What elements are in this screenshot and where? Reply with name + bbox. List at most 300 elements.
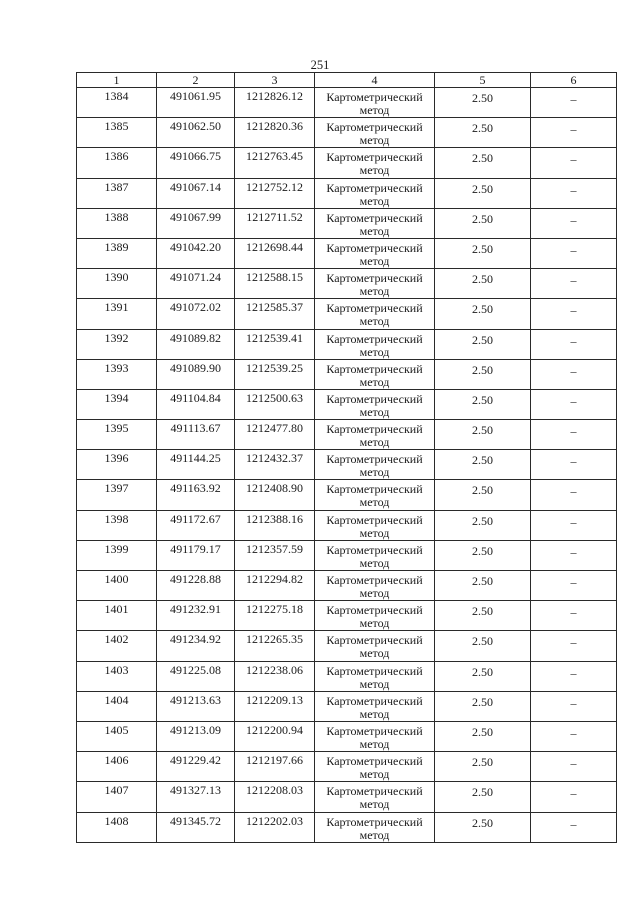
precision-cell xyxy=(435,571,531,601)
note-cell xyxy=(531,601,617,631)
x-coordinate-cell-text: 491234.92 xyxy=(170,632,221,647)
note-cell-text: – xyxy=(570,242,577,257)
note-cell xyxy=(531,178,617,208)
note-cell-text: – xyxy=(570,393,577,408)
note-cell-text: – xyxy=(570,725,577,740)
point-number-cell xyxy=(77,782,157,812)
method-cell-text: Картометрический метод xyxy=(326,784,423,812)
precision-cell xyxy=(435,269,531,299)
method-cell-text: Картометрический метод xyxy=(326,90,423,117)
method-cell xyxy=(315,450,435,480)
y-coordinate-cell-text: 1212711.52 xyxy=(246,209,303,224)
note-cell-text: – xyxy=(570,756,577,771)
x-coordinate-cell-text: 491229.42 xyxy=(170,753,221,768)
y-coordinate-cell xyxy=(235,269,315,299)
note-cell xyxy=(531,450,617,480)
note-cell xyxy=(531,269,617,299)
table-row xyxy=(77,238,617,268)
precision-cell-text: 2.50 xyxy=(472,604,493,619)
table-row xyxy=(77,299,617,329)
precision-cell xyxy=(435,88,531,118)
precision-cell xyxy=(435,420,531,450)
method-cell xyxy=(315,601,435,631)
point-number-cell-text: 1407 xyxy=(104,783,129,798)
precision-cell-text: 2.50 xyxy=(472,483,493,498)
x-coordinate-cell-text: 491225.08 xyxy=(170,662,221,677)
x-coordinate-cell xyxy=(157,540,235,570)
point-number-cell xyxy=(77,359,157,389)
note-cell-text: – xyxy=(570,333,577,348)
point-number-cell xyxy=(77,510,157,540)
precision-cell xyxy=(435,631,531,661)
x-coordinate-cell xyxy=(157,691,235,721)
x-coordinate-cell-text: 491327.13 xyxy=(170,783,221,798)
note-cell-text: – xyxy=(570,212,577,227)
y-coordinate-cell xyxy=(235,178,315,208)
precision-cell-text: 2.50 xyxy=(472,181,493,196)
method-cell-text: Картометрический метод xyxy=(326,391,423,419)
method-cell xyxy=(315,661,435,691)
method-cell xyxy=(315,238,435,268)
point-number-cell xyxy=(77,238,157,268)
precision-cell xyxy=(435,299,531,329)
table-row xyxy=(77,540,617,570)
x-coordinate-cell xyxy=(157,178,235,208)
y-coordinate-cell xyxy=(235,691,315,721)
point-number-cell xyxy=(77,420,157,450)
point-number-cell-text: 1386 xyxy=(104,149,129,164)
x-coordinate-cell-text: 491172.67 xyxy=(170,511,221,526)
table-row xyxy=(77,269,617,299)
y-coordinate-cell xyxy=(235,601,315,631)
precision-cell xyxy=(435,450,531,480)
y-coordinate-cell xyxy=(235,359,315,389)
table-row xyxy=(77,208,617,238)
method-cell-text: Картометрический метод xyxy=(326,331,423,359)
point-number-cell-text: 1408 xyxy=(104,813,129,828)
x-coordinate-cell xyxy=(157,420,235,450)
table-row xyxy=(77,721,617,751)
note-cell-text: – xyxy=(570,454,577,469)
method-cell-text: Картометрический метод xyxy=(326,663,423,691)
precision-cell-text: 2.50 xyxy=(472,241,493,256)
precision-cell-text: 2.50 xyxy=(472,211,493,226)
point-number-cell xyxy=(77,571,157,601)
precision-cell-text: 2.50 xyxy=(472,785,493,800)
column-header: 5 xyxy=(435,73,531,88)
y-coordinate-cell-text: 1212588.15 xyxy=(246,270,303,285)
method-cell-text: Картометрический метод xyxy=(326,723,423,751)
method-cell xyxy=(315,299,435,329)
precision-cell-text: 2.50 xyxy=(472,423,493,438)
note-cell-text: – xyxy=(570,122,577,137)
y-coordinate-cell-text: 1212208.03 xyxy=(246,783,303,798)
note-cell xyxy=(531,752,617,782)
y-coordinate-cell xyxy=(235,118,315,148)
y-coordinate-cell-text: 1212752.12 xyxy=(246,179,303,194)
point-number-cell xyxy=(77,269,157,299)
x-coordinate-cell xyxy=(157,118,235,148)
x-coordinate-cell-text: 491144.25 xyxy=(170,451,221,466)
y-coordinate-cell xyxy=(235,571,315,601)
point-number-cell xyxy=(77,148,157,178)
point-number-cell-text: 1393 xyxy=(104,360,129,375)
point-number-cell xyxy=(77,299,157,329)
precision-cell xyxy=(435,329,531,359)
y-coordinate-cell xyxy=(235,208,315,238)
point-number-cell xyxy=(77,389,157,419)
x-coordinate-cell-text: 491062.50 xyxy=(170,119,221,134)
method-cell-text: Картометрический метод xyxy=(326,150,423,178)
y-coordinate-cell xyxy=(235,329,315,359)
table-row xyxy=(77,480,617,510)
point-number-cell-text: 1398 xyxy=(104,511,129,526)
point-number-cell-text: 1401 xyxy=(104,602,129,617)
y-coordinate-cell xyxy=(235,480,315,510)
x-coordinate-cell xyxy=(157,510,235,540)
method-cell-text: Картометрический метод xyxy=(326,240,423,268)
y-coordinate-cell-text: 1212826.12 xyxy=(246,89,303,103)
method-cell xyxy=(315,571,435,601)
y-coordinate-cell xyxy=(235,148,315,178)
x-coordinate-cell xyxy=(157,329,235,359)
note-cell-text: – xyxy=(570,786,577,801)
method-cell-text: Картометрический метод xyxy=(326,573,423,600)
precision-cell xyxy=(435,782,531,812)
method-cell xyxy=(315,88,435,118)
precision-cell-text: 2.50 xyxy=(472,151,493,166)
precision-cell-text: 2.50 xyxy=(472,574,493,588)
note-cell-text: – xyxy=(570,424,577,439)
note-cell xyxy=(531,480,617,510)
table-row xyxy=(77,601,617,631)
method-cell xyxy=(315,782,435,812)
precision-cell xyxy=(435,178,531,208)
point-number-cell-text: 1390 xyxy=(104,270,129,285)
precision-cell-text: 2.50 xyxy=(472,513,493,528)
y-coordinate-cell-text: 1212202.03 xyxy=(246,813,303,828)
y-coordinate-cell-text: 1212408.90 xyxy=(246,481,303,496)
point-number-cell xyxy=(77,118,157,148)
y-coordinate-cell-text: 1212500.63 xyxy=(246,390,303,405)
precision-cell xyxy=(435,359,531,389)
x-coordinate-cell-text: 491163.92 xyxy=(170,481,221,496)
point-number-cell xyxy=(77,661,157,691)
precision-cell xyxy=(435,118,531,148)
method-cell-text: Картометрический метод xyxy=(326,633,423,661)
x-coordinate-cell xyxy=(157,148,235,178)
x-coordinate-cell-text: 491071.24 xyxy=(170,270,221,285)
table-row xyxy=(77,661,617,691)
note-cell-text: – xyxy=(570,273,577,288)
point-number-cell-text: 1397 xyxy=(104,481,129,496)
y-coordinate-cell-text: 1212585.37 xyxy=(246,300,303,315)
y-coordinate-cell xyxy=(235,752,315,782)
x-coordinate-cell-text: 491067.99 xyxy=(170,209,221,224)
y-coordinate-cell-text: 1212432.37 xyxy=(246,451,303,466)
x-coordinate-cell xyxy=(157,752,235,782)
precision-cell xyxy=(435,812,531,842)
point-number-cell-text: 1396 xyxy=(104,451,129,466)
point-number-cell-text: 1403 xyxy=(104,662,129,677)
note-cell-text: – xyxy=(570,514,577,529)
table-row xyxy=(77,510,617,540)
note-cell xyxy=(531,721,617,751)
precision-cell-text: 2.50 xyxy=(472,724,493,739)
precision-cell xyxy=(435,389,531,419)
note-cell xyxy=(531,88,617,118)
note-cell-text: – xyxy=(570,544,577,559)
note-cell-text: – xyxy=(570,816,577,831)
y-coordinate-cell-text: 1212200.94 xyxy=(246,722,303,737)
precision-cell-text: 2.50 xyxy=(472,362,493,377)
note-cell xyxy=(531,510,617,540)
note-cell xyxy=(531,812,617,842)
x-coordinate-cell-text: 491113.67 xyxy=(170,421,221,436)
y-coordinate-cell-text: 1212698.44 xyxy=(246,239,303,254)
column-header: 4 xyxy=(315,73,435,88)
y-coordinate-cell xyxy=(235,631,315,661)
precision-cell-text: 2.50 xyxy=(472,392,493,407)
point-number-cell-text: 1389 xyxy=(104,239,129,254)
x-coordinate-cell xyxy=(157,571,235,601)
method-cell-text: Картометрический метод xyxy=(326,271,423,299)
note-cell xyxy=(531,389,617,419)
y-coordinate-cell-text: 1212477.80 xyxy=(246,421,303,436)
point-number-cell-text: 1402 xyxy=(104,632,129,647)
y-coordinate-cell-text: 1212820.36 xyxy=(246,119,303,134)
x-coordinate-cell xyxy=(157,208,235,238)
note-cell xyxy=(531,540,617,570)
x-coordinate-cell-text: 491213.09 xyxy=(170,722,221,737)
note-cell xyxy=(531,299,617,329)
method-cell xyxy=(315,118,435,148)
precision-cell-text: 2.50 xyxy=(472,332,493,347)
y-coordinate-cell xyxy=(235,812,315,842)
note-cell-text: – xyxy=(570,92,577,106)
precision-cell xyxy=(435,540,531,570)
precision-cell xyxy=(435,721,531,751)
table-row xyxy=(77,752,617,782)
point-number-cell-text: 1385 xyxy=(104,119,129,134)
point-number-cell-text: 1404 xyxy=(104,692,129,707)
x-coordinate-cell xyxy=(157,631,235,661)
precision-cell-text: 2.50 xyxy=(472,755,493,770)
method-cell xyxy=(315,359,435,389)
x-coordinate-cell xyxy=(157,812,235,842)
x-coordinate-cell-text: 491345.72 xyxy=(170,813,221,828)
y-coordinate-cell xyxy=(235,721,315,751)
y-coordinate-cell-text: 1212357.59 xyxy=(246,541,303,556)
method-cell xyxy=(315,269,435,299)
note-cell xyxy=(531,208,617,238)
precision-cell-text: 2.50 xyxy=(472,815,493,830)
precision-cell-text: 2.50 xyxy=(472,121,493,136)
point-number-cell xyxy=(77,88,157,118)
point-number-cell-text: 1384 xyxy=(104,89,129,103)
method-cell xyxy=(315,329,435,359)
note-cell-text: – xyxy=(570,484,577,499)
point-number-cell xyxy=(77,208,157,238)
table-row xyxy=(77,118,617,148)
precision-cell-text: 2.50 xyxy=(472,272,493,287)
point-number-cell xyxy=(77,752,157,782)
table-header-row xyxy=(77,73,617,88)
method-cell xyxy=(315,178,435,208)
method-cell-text: Картометрический метод xyxy=(326,180,423,208)
precision-cell xyxy=(435,752,531,782)
y-coordinate-cell-text: 1212275.18 xyxy=(246,602,303,617)
precision-cell xyxy=(435,510,531,540)
y-coordinate-cell-text: 1212238.06 xyxy=(246,662,303,677)
x-coordinate-cell xyxy=(157,299,235,329)
y-coordinate-cell xyxy=(235,299,315,329)
point-number-cell-text: 1399 xyxy=(104,541,129,556)
point-number-cell-text: 1387 xyxy=(104,179,129,194)
precision-cell-text: 2.50 xyxy=(472,91,493,105)
column-header: 6 xyxy=(531,73,617,88)
precision-cell-text: 2.50 xyxy=(472,664,493,679)
table-row xyxy=(77,88,617,118)
page-number: 251 xyxy=(310,58,330,72)
point-number-cell xyxy=(77,812,157,842)
method-cell xyxy=(315,631,435,661)
point-number-cell-text: 1394 xyxy=(104,390,129,405)
x-coordinate-cell-text: 491067.14 xyxy=(170,179,221,194)
x-coordinate-cell xyxy=(157,450,235,480)
point-number-cell xyxy=(77,601,157,631)
x-coordinate-cell-text: 491066.75 xyxy=(170,149,221,164)
x-coordinate-cell xyxy=(157,389,235,419)
note-cell xyxy=(531,329,617,359)
y-coordinate-cell xyxy=(235,510,315,540)
method-cell xyxy=(315,691,435,721)
coordinates-table xyxy=(76,72,617,843)
method-cell xyxy=(315,721,435,751)
method-cell-text: Картометрический метод xyxy=(326,301,423,329)
method-cell-text: Картометрический метод xyxy=(326,422,423,450)
column-header: 2 xyxy=(157,73,235,88)
table-row xyxy=(77,812,617,842)
method-cell xyxy=(315,389,435,419)
table-row xyxy=(77,148,617,178)
note-cell-text: – xyxy=(570,575,577,589)
precision-cell xyxy=(435,601,531,631)
method-cell-text: Картометрический метод xyxy=(326,603,423,631)
point-number-cell-text: 1400 xyxy=(104,572,129,586)
x-coordinate-cell xyxy=(157,238,235,268)
note-cell xyxy=(531,420,617,450)
method-cell xyxy=(315,148,435,178)
method-cell xyxy=(315,752,435,782)
y-coordinate-cell-text: 1212265.35 xyxy=(246,632,303,647)
x-coordinate-cell xyxy=(157,782,235,812)
y-coordinate-cell xyxy=(235,389,315,419)
y-coordinate-cell xyxy=(235,88,315,118)
y-coordinate-cell xyxy=(235,782,315,812)
x-coordinate-cell-text: 491228.88 xyxy=(170,572,221,586)
x-coordinate-cell-text: 491089.82 xyxy=(170,330,221,345)
method-cell xyxy=(315,510,435,540)
method-cell-text: Картометрический метод xyxy=(326,512,423,540)
method-cell-text: Картометрический метод xyxy=(326,361,423,389)
note-cell-text: – xyxy=(570,695,577,710)
table-row xyxy=(77,329,617,359)
precision-cell xyxy=(435,148,531,178)
method-cell-text: Картометрический метод xyxy=(326,814,423,842)
precision-cell xyxy=(435,691,531,721)
point-number-cell xyxy=(77,480,157,510)
point-number-cell xyxy=(77,329,157,359)
precision-cell xyxy=(435,661,531,691)
x-coordinate-cell xyxy=(157,269,235,299)
note-cell-text: – xyxy=(570,363,577,378)
method-cell-text: Картометрический метод xyxy=(326,210,423,238)
y-coordinate-cell-text: 1212763.45 xyxy=(246,149,303,164)
precision-cell-text: 2.50 xyxy=(472,543,493,558)
table-row xyxy=(77,450,617,480)
x-coordinate-cell xyxy=(157,480,235,510)
note-cell-text: – xyxy=(570,182,577,197)
column-header: 1 xyxy=(77,73,157,88)
note-cell-text: – xyxy=(570,303,577,318)
table-row xyxy=(77,691,617,721)
x-coordinate-cell-text: 491061.95 xyxy=(170,89,221,103)
y-coordinate-cell-text: 1212197.66 xyxy=(246,753,303,768)
note-cell-text: – xyxy=(570,605,577,620)
precision-cell xyxy=(435,238,531,268)
table-row xyxy=(77,631,617,661)
point-number-cell-text: 1388 xyxy=(104,209,129,224)
point-number-cell-text: 1391 xyxy=(104,300,129,315)
method-cell xyxy=(315,540,435,570)
note-cell xyxy=(531,661,617,691)
method-cell xyxy=(315,812,435,842)
table-row xyxy=(77,571,617,601)
table-row xyxy=(77,178,617,208)
x-coordinate-cell xyxy=(157,359,235,389)
column-header: 3 xyxy=(235,73,315,88)
point-number-cell xyxy=(77,540,157,570)
method-cell-text: Картометрический метод xyxy=(326,482,423,510)
y-coordinate-cell-text: 1212294.82 xyxy=(246,572,303,586)
table-row xyxy=(77,420,617,450)
table-row xyxy=(77,389,617,419)
note-cell xyxy=(531,782,617,812)
note-cell-text: – xyxy=(570,665,577,680)
note-cell xyxy=(531,359,617,389)
precision-cell xyxy=(435,480,531,510)
method-cell-text: Картометрический метод xyxy=(326,452,423,480)
note-cell xyxy=(531,118,617,148)
y-coordinate-cell-text: 1212539.41 xyxy=(246,330,303,345)
x-coordinate-cell-text: 491179.17 xyxy=(170,541,221,556)
method-cell-text: Картометрический метод xyxy=(326,542,423,570)
x-coordinate-cell-text: 491042.20 xyxy=(170,239,221,254)
y-coordinate-cell-text: 1212209.13 xyxy=(246,692,303,707)
precision-cell-text: 2.50 xyxy=(472,634,493,649)
point-number-cell xyxy=(77,178,157,208)
point-number-cell-text: 1395 xyxy=(104,421,129,436)
table-row xyxy=(77,359,617,389)
x-coordinate-cell xyxy=(157,721,235,751)
method-cell xyxy=(315,480,435,510)
x-coordinate-cell-text: 491089.90 xyxy=(170,360,221,375)
y-coordinate-cell-text: 1212539.25 xyxy=(246,360,303,375)
method-cell xyxy=(315,208,435,238)
method-cell-text: Картометрический метод xyxy=(326,754,423,782)
x-coordinate-cell-text: 491213.63 xyxy=(170,692,221,707)
